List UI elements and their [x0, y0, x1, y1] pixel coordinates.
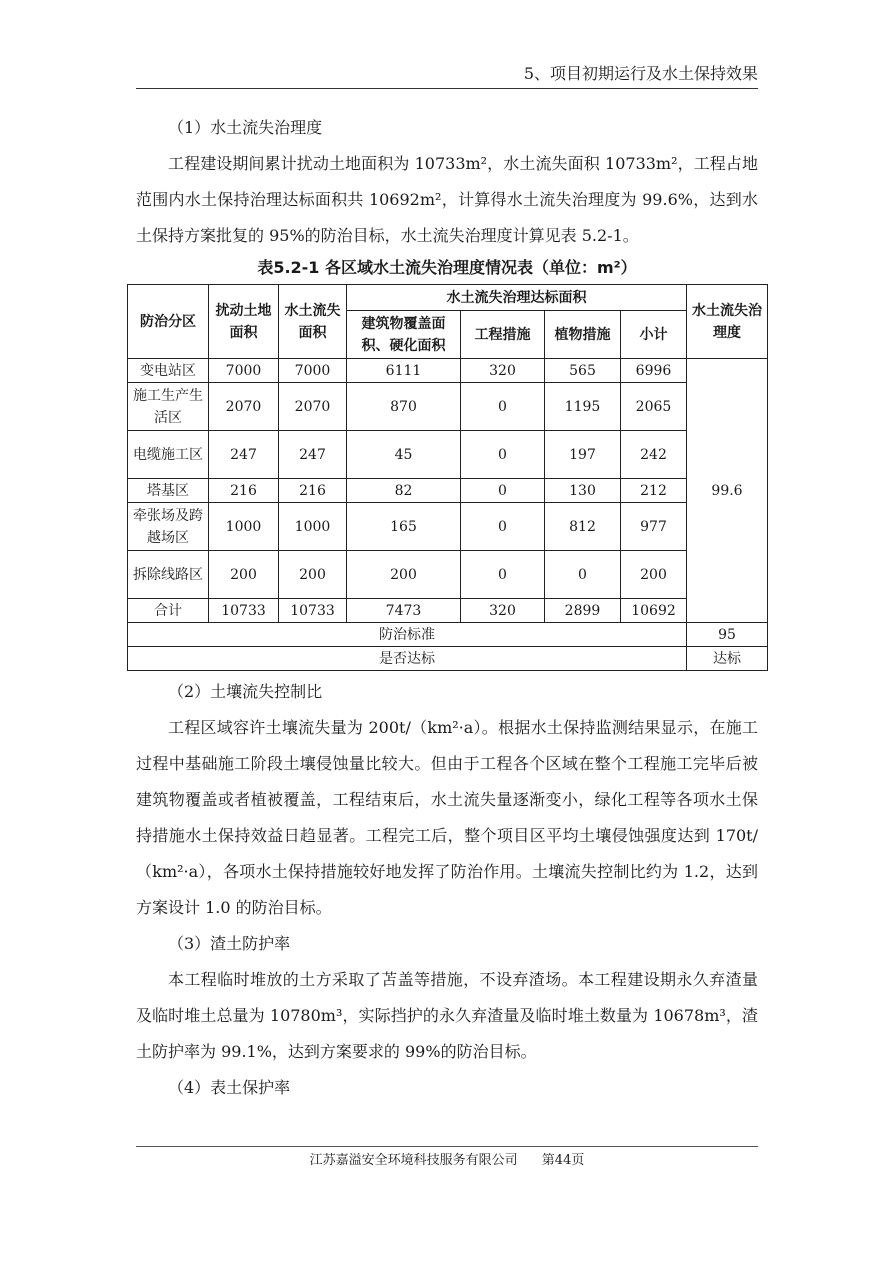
cell-engineering: 320: [461, 599, 545, 623]
cell-loss: 1000: [279, 503, 347, 551]
cell-disturbed: 200: [209, 551, 279, 599]
cell-engineering: 0: [461, 479, 545, 503]
cell-building: 200: [347, 551, 461, 599]
header-qualified-area-group: 水土流失治理达标面积: [347, 285, 687, 311]
page-footer: [136, 1146, 758, 1175]
cell-subtotal: 242: [621, 431, 687, 479]
table-caption: 表5.2-1 各区域水土流失治理度情况表（单位：m²）: [257, 258, 637, 277]
cell-subtotal: 10692: [621, 599, 687, 623]
header-control-degree: 水土流失治理度: [687, 285, 768, 359]
cell-disturbed: 2070: [209, 383, 279, 431]
cell-building: 870: [347, 383, 461, 431]
cell-subtotal: 977: [621, 503, 687, 551]
cell-disturbed: 1000: [209, 503, 279, 551]
cell-plant: 2899: [545, 599, 621, 623]
cell-zone: 拆除线路区: [128, 551, 209, 599]
cell-zone: 电缆施工区: [128, 431, 209, 479]
cell-subtotal: 6996: [621, 359, 687, 383]
table-row: [128, 479, 768, 503]
cell-loss: 216: [279, 479, 347, 503]
cell-zone: 牵张场及跨越场区: [128, 503, 209, 551]
header-zone: 防治分区: [128, 285, 209, 359]
table-row: [128, 383, 768, 431]
cell-building: 82: [347, 479, 461, 503]
cell-building: 165: [347, 503, 461, 551]
cell-engineering: 320: [461, 359, 545, 383]
table-row: [128, 551, 768, 599]
cell-zone: 变电站区: [128, 359, 209, 383]
table-row: [128, 503, 768, 551]
cell-disturbed: 10733: [209, 599, 279, 623]
cell-building: 6111: [347, 359, 461, 383]
cell-engineering: 0: [461, 551, 545, 599]
cell-building: 45: [347, 431, 461, 479]
cell-disturbed: 216: [209, 479, 279, 503]
header-engineering-measures: 工程措施: [461, 311, 545, 359]
header-title: 5、项目初期运行及水土保持效果: [523, 64, 758, 83]
cell-engineering: 0: [461, 431, 545, 479]
cell-subtotal: 212: [621, 479, 687, 503]
pass-row: [128, 647, 768, 671]
cell-zone: 合计: [128, 599, 209, 623]
section-2-paragraph: 工程区域容许土壤流失量为 200t/（km²·a）。根据水土保持监测结果显示，在施工过程中基础施工阶段土壤侵蚀量比较大。但由于工程各个区域在整个工程施工完毕后被建筑物覆盖或者植被覆盖，工程结束后，水土流失量逐渐变小，绿化工程等各项水土保持措施水土保持效益日趋显著。工程完工后，整个项目区平均土壤侵蚀强度达到 170t/（km²·a），各项水土保持措施较好地发挥了防治作用。土壤流失控制比约为 1.2，达到方案设计 1.0 的防治目标。: [136, 718, 758, 917]
table-total-row: [128, 599, 768, 623]
section-4-heading: （4）表土保护率: [168, 1078, 291, 1097]
cell-engineering: 0: [461, 503, 545, 551]
cell-plant: 0: [545, 551, 621, 599]
header-plant-measures: 植物措施: [545, 311, 621, 359]
section-3-paragraph: 本工程临时堆放的土方采取了苫盖等措施，不设弃渣场。本工程建设期永久弃渣量及临时堆土总量为 10780m³，实际挡护的永久弃渣量及临时堆土数量为 10678m³，渣土防护率为 99.1%，达到方案要求的 99%的防治目标。: [136, 970, 758, 1061]
cell-plant: 812: [545, 503, 621, 551]
cell-loss: 7000: [279, 359, 347, 383]
erosion-control-table: [127, 284, 768, 671]
cell-subtotal: 200: [621, 551, 687, 599]
footer-company: 江苏嘉溢安全环境科技服务有限公司: [309, 1153, 518, 1168]
cell-control-degree: 99.6: [687, 359, 768, 623]
section-1: [136, 110, 758, 298]
cell-subtotal: 2065: [621, 383, 687, 431]
pass-label: 是否达标: [128, 647, 687, 671]
table-row: [128, 431, 768, 479]
header-building-area: 建筑物覆盖面积、硬化面积: [347, 311, 461, 359]
cell-building: 7473: [347, 599, 461, 623]
sections-after-table: [136, 674, 758, 1106]
table-row: [128, 359, 768, 383]
header-subtotal: 小计: [621, 311, 687, 359]
cell-plant: 130: [545, 479, 621, 503]
cell-loss: 247: [279, 431, 347, 479]
header-loss-area: 水土流失面积: [279, 285, 347, 359]
cell-plant: 197: [545, 431, 621, 479]
cell-plant: 565: [545, 359, 621, 383]
standard-label: 防治标准: [128, 623, 687, 647]
standard-row: [128, 623, 768, 647]
section-3-heading: （3）渣土防护率: [168, 934, 291, 953]
cell-loss: 2070: [279, 383, 347, 431]
cell-engineering: 0: [461, 383, 545, 431]
page-header: [136, 60, 758, 89]
footer-page-number: 第44页: [541, 1153, 585, 1168]
section-1-paragraph: 工程建设期间累计扰动土地面积为 10733m²，水土流失面积 10733m²，工程占地范围内水土保持治理达标面积共 10692m²，计算得水土流失治理度为 99.6%，达到水土保持方案批复的 95%的防治目标，水土流失治理度计算见表 5.2-1。: [136, 154, 758, 245]
standard-value: 95: [687, 623, 768, 647]
cell-loss: 10733: [279, 599, 347, 623]
header-disturbed-area: 扰动土地面积: [209, 285, 279, 359]
cell-zone: 施工生产生活区: [128, 383, 209, 431]
pass-value: 达标: [687, 647, 768, 671]
cell-plant: 1195: [545, 383, 621, 431]
section-1-heading: （1）水土流失治理度: [168, 118, 323, 137]
section-2-heading: （2）土壤流失控制比: [168, 682, 323, 701]
cell-disturbed: 7000: [209, 359, 279, 383]
cell-zone: 塔基区: [128, 479, 209, 503]
cell-disturbed: 247: [209, 431, 279, 479]
cell-loss: 200: [279, 551, 347, 599]
